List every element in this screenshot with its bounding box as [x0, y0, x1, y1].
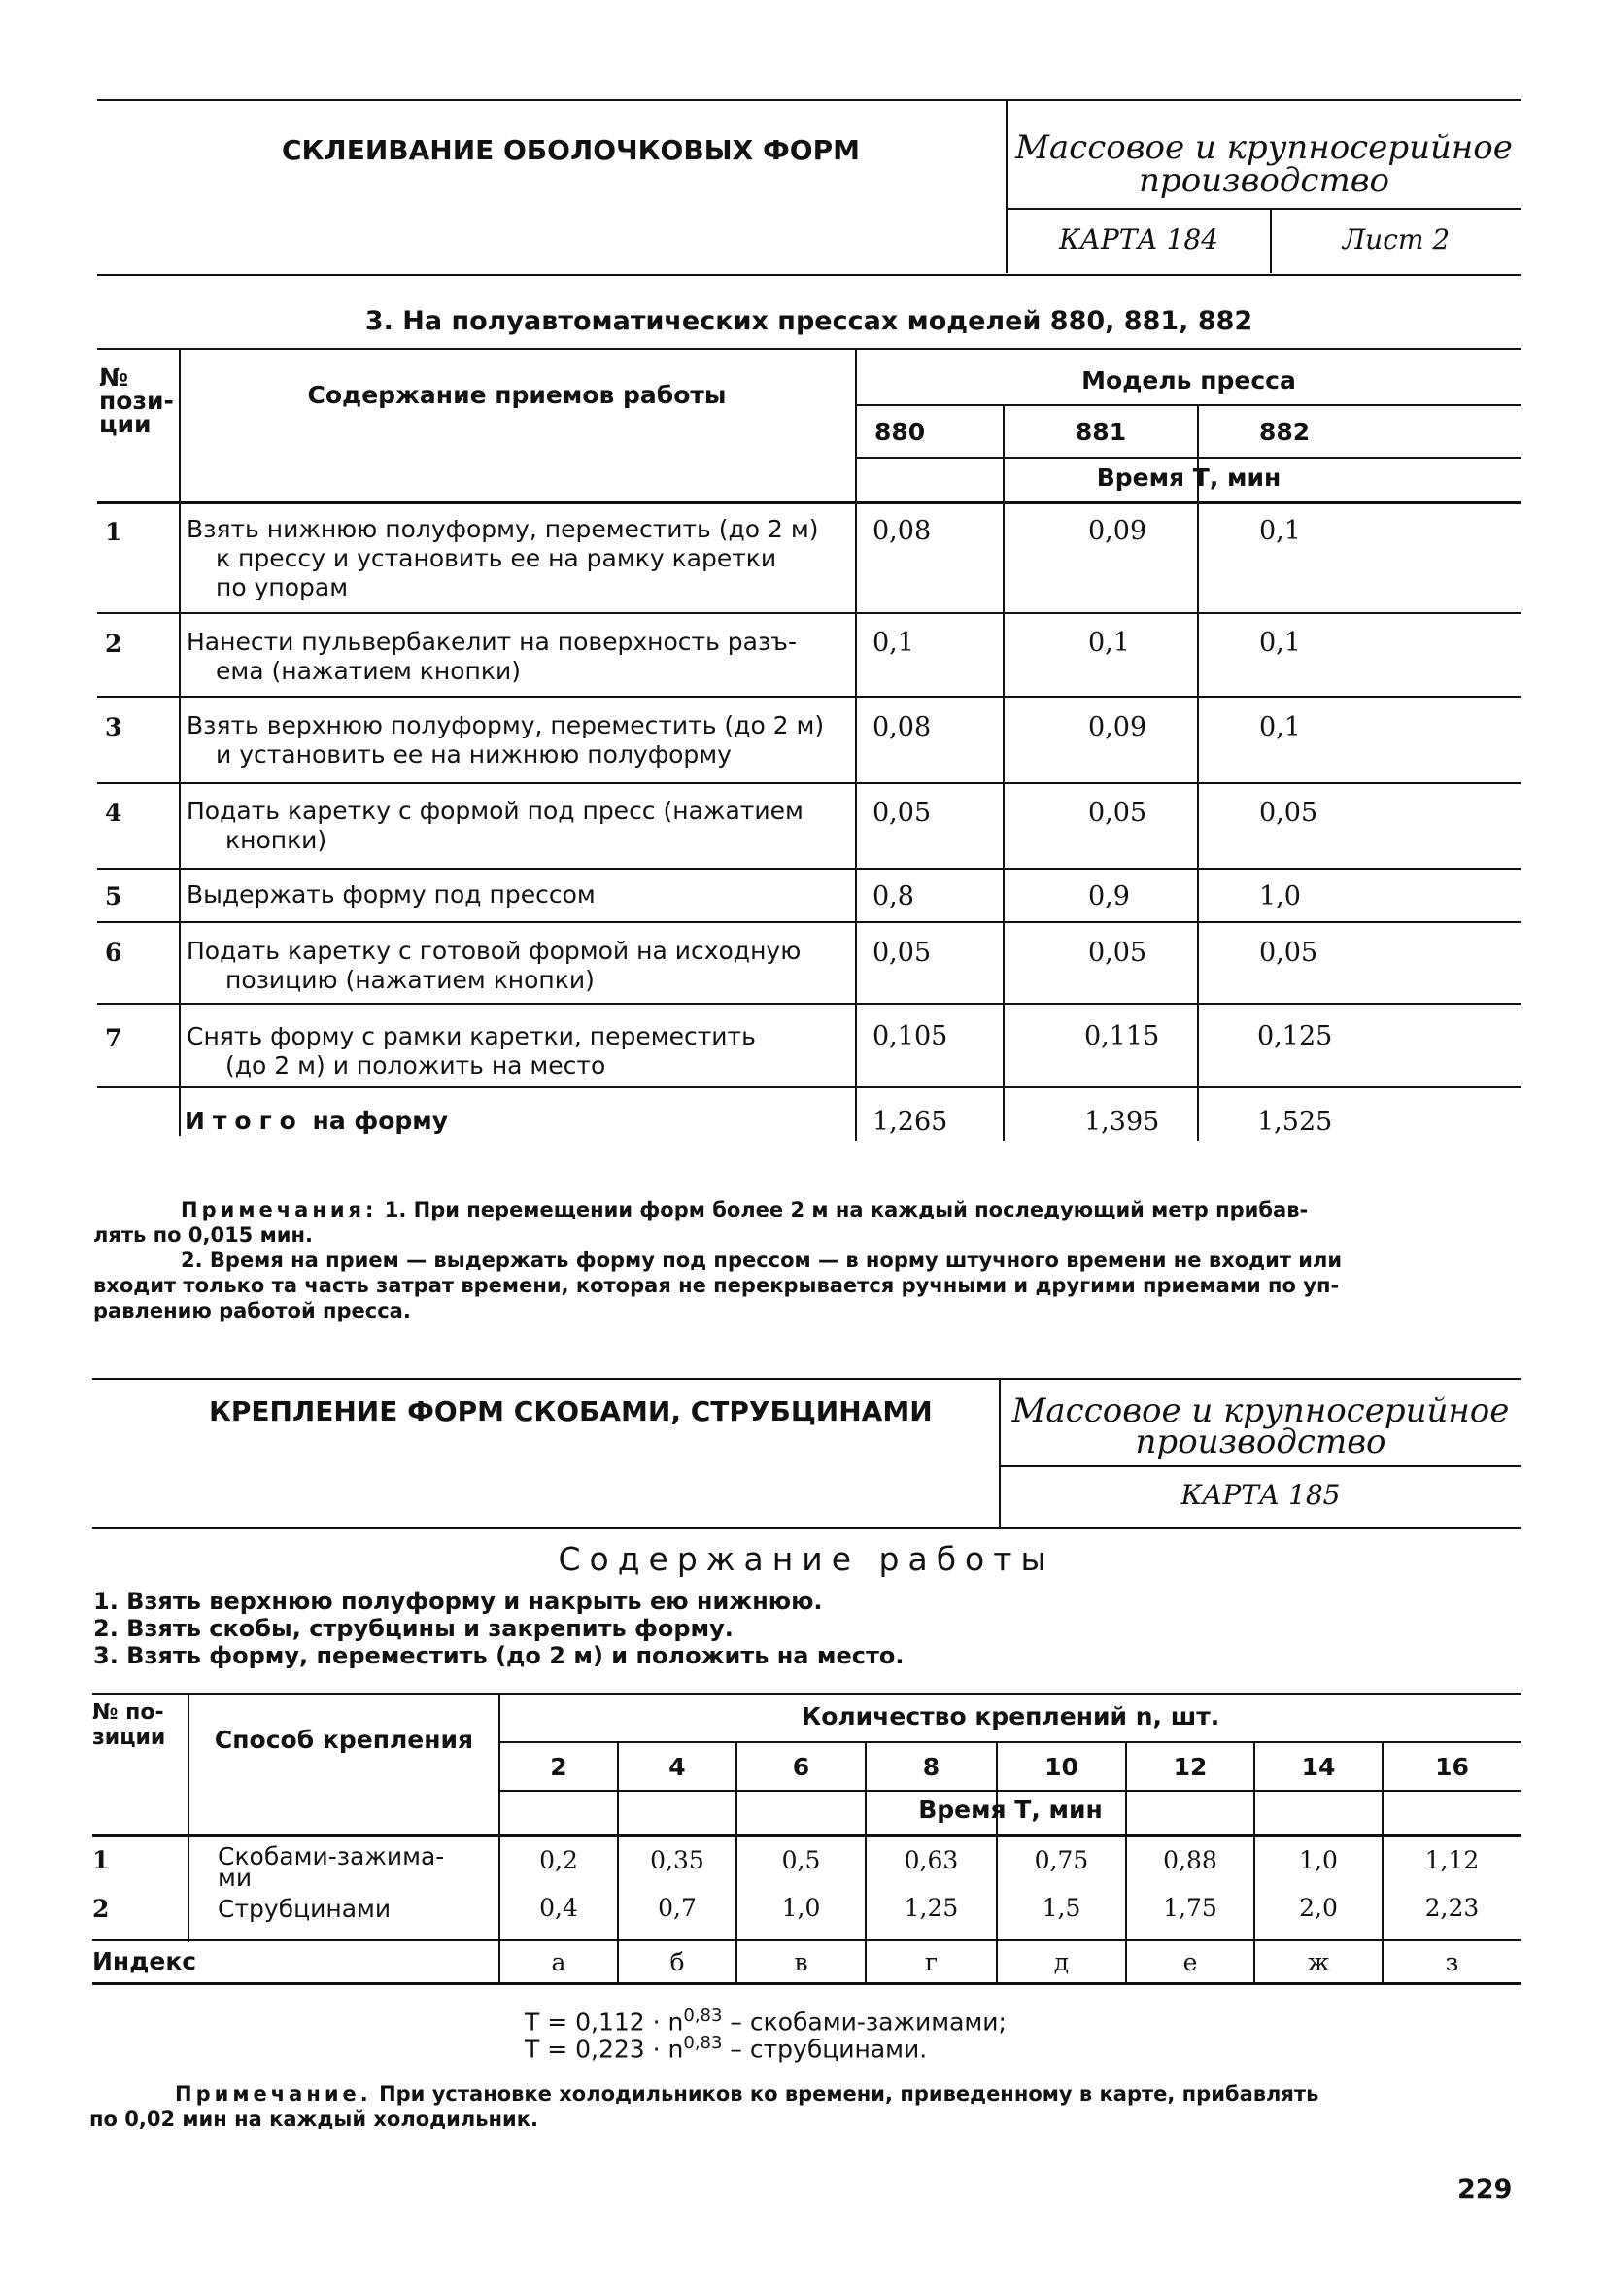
card184-sheet: Лист 2 — [1342, 223, 1451, 256]
card185-header-inner-rule — [999, 1465, 1521, 1467]
table1-col-divider-4 — [1197, 503, 1199, 1141]
table2-row1-n12: 0,88 — [1163, 1846, 1217, 1874]
formula-1 — [525, 2005, 1007, 2037]
table2-count-10: 10 — [1044, 1753, 1078, 1781]
card185-header-bottom-rule — [92, 1527, 1521, 1529]
table1-row3-rule — [97, 782, 1521, 784]
table1-row7-content — [187, 1022, 857, 1080]
table1-row3-v882: 0,1 — [1259, 712, 1301, 742]
header-inner-rule — [1006, 208, 1521, 210]
table2-count-14: 14 — [1301, 1753, 1336, 1781]
table2-index-label: Индекс — [92, 1947, 197, 1975]
table2-row2-rule — [92, 1939, 1521, 1941]
header-bottom-rule — [97, 274, 1521, 276]
table1-row7-no: 7 — [105, 1024, 122, 1052]
table1-total-label-rest: на форму — [312, 1107, 448, 1135]
table2-row2-no: 2 — [92, 1895, 110, 1923]
card185-note-b: по 0,02 мин на каждый холодильник. — [89, 2108, 538, 2131]
table1-total-label — [185, 1107, 448, 1136]
table1-row5-v881: 0,9 — [1088, 881, 1130, 911]
table1-row1-line1: Взять нижнюю полуформу, переместить (до 2 м) — [187, 515, 819, 543]
card185-content-heading: Содержание работы — [558, 1540, 1055, 1578]
table1-row4-rule — [97, 868, 1521, 870]
table1-row1-v880: 0,08 — [872, 516, 932, 546]
card184-notes — [93, 1197, 1522, 1323]
table1-row3-no: 3 — [105, 713, 122, 741]
formula-1-base: T = 0,112 · n — [525, 2007, 684, 2037]
table2-row2-n6: 1,0 — [781, 1894, 821, 1922]
table1-col-no-line1: № — [99, 363, 129, 392]
table2-row1-n8: 0,63 — [904, 1846, 959, 1874]
table1-col-content-header: Содержание приемов работы — [307, 381, 727, 409]
table1-total-881: 1,395 — [1084, 1107, 1160, 1137]
table2-count-2: 2 — [550, 1753, 567, 1781]
table1-row7-rule — [97, 1086, 1521, 1088]
card185-number: КАРТА 185 — [1180, 1479, 1341, 1511]
table1-row4-v880: 0,05 — [872, 798, 932, 828]
table1-row3-line2: и установить ее на нижнюю полуформу — [216, 740, 732, 769]
table1-col-no-header — [99, 363, 177, 438]
table1-row2-rule — [97, 696, 1521, 698]
table2-bottom-rule — [92, 1982, 1521, 1985]
table2-col-method-header: Способ крепления — [214, 1726, 474, 1754]
table2-index-d: д — [1053, 1948, 1070, 1976]
table1-row4-no: 4 — [105, 799, 122, 827]
card185-title: КРЕПЛЕНИЕ ФОРМ СКОБАМИ, СТРУБЦИНАМИ — [209, 1395, 933, 1427]
table1-row4-line2: кнопки) — [225, 826, 327, 854]
table1-row3-content — [187, 711, 857, 770]
table2-row1-n10: 0,75 — [1034, 1846, 1089, 1874]
card185-formulas — [525, 2005, 1007, 2064]
table1-col-no-line2: пози- — [99, 387, 174, 415]
table2-row1-no: 1 — [92, 1846, 110, 1874]
table1-row6-no: 6 — [105, 939, 122, 967]
notes-2a: 2. Время на прием — выдержать форму под прессом — в норму штучного времени не входит или — [181, 1249, 1343, 1272]
table1-row2-content — [187, 628, 857, 686]
card185-header-top-rule — [92, 1378, 1521, 1380]
table2-row1-n6: 0,5 — [781, 1846, 821, 1874]
table1-row4-content — [187, 797, 857, 855]
header-top-rule — [97, 99, 1521, 101]
table1-col-model-header: Модель пресса — [1081, 366, 1296, 394]
table1-row7-line2: (до 2 м) и положить на место — [225, 1051, 606, 1079]
table1-row5-content — [187, 880, 857, 909]
table1-model-882: 882 — [1259, 418, 1311, 446]
table2-count-8: 8 — [922, 1753, 940, 1781]
card185-production-line2: производство — [1135, 1422, 1386, 1461]
formula-2-exp: 0,83 — [683, 2033, 723, 2054]
table1-row1-v882: 0,1 — [1259, 516, 1301, 546]
table2-col-count-header: Количество креплений n, шт. — [801, 1702, 1220, 1731]
table2-row1-method-line1: Скобами-зажима- — [218, 1842, 445, 1870]
table1-total-882: 1,525 — [1257, 1107, 1333, 1137]
table2-row2-n10: 1,5 — [1042, 1894, 1081, 1922]
table1-row3-line1: Взять верхнюю полуформу, переместить (до 2 м) — [187, 711, 825, 739]
table2-row1-n2: 0,2 — [539, 1846, 578, 1874]
table1-top-rule — [97, 348, 1521, 350]
table1-row6-line1: Подать каретку с готовой формой на исходную — [187, 937, 802, 965]
table1-row5-rule — [97, 921, 1521, 923]
card184-section-title: 3. На полуавтоматических прессах моделей 880, 881, 882 — [364, 306, 1253, 336]
card185-step-1: 1. Взять верхнюю полуформу и накрыть ею нижнюю. — [93, 1588, 823, 1615]
formula-2 — [525, 2033, 1007, 2064]
table2-index-z: з — [1445, 1948, 1459, 1976]
table1-row2-no: 2 — [105, 630, 122, 658]
card184-production-line1: Массовое и крупносерийное — [1015, 128, 1513, 167]
formula-1-tail: – скобами-зажимами; — [722, 2007, 1007, 2037]
formula-2-tail: – струбцинами. — [722, 2035, 928, 2064]
card184-production-line2: производство — [1139, 161, 1389, 200]
table1-row1-no: 1 — [105, 518, 122, 546]
table1-header-bottom-rule — [97, 501, 1521, 504]
notes-1b: лять по 0,015 мин. — [93, 1223, 313, 1247]
table2-time-label: Время Т, мин — [918, 1796, 1103, 1824]
table1-row7-v882: 0,125 — [1257, 1021, 1333, 1051]
table1-row6-content — [187, 937, 857, 995]
table1-col-divider-1 — [179, 349, 181, 1136]
table1-row2-v882: 0,1 — [1259, 628, 1301, 658]
table1-row5-v880: 0,8 — [872, 881, 914, 911]
table1-row6-rule — [97, 1003, 1521, 1005]
table1-row2-v880: 0,1 — [872, 628, 914, 658]
table1-row1-rule — [97, 612, 1521, 614]
table2-row1-n16: 1,12 — [1424, 1846, 1480, 1874]
card185-production-line1: Массовое и крупносерийное — [1011, 1391, 1510, 1430]
table2-index-e: е — [1182, 1948, 1198, 1976]
card184-title: СКЛЕИВАНИЕ ОБОЛОЧКОВЫХ ФОРМ — [282, 134, 860, 166]
notes-2b: входит только та часть затрат времени, которая не перекрывается ручными и другими приемами по уп- — [93, 1274, 1340, 1297]
table2-row2-n16: 2,23 — [1424, 1894, 1480, 1922]
table1-row3-v881: 0,09 — [1088, 712, 1147, 742]
table2-count-12: 12 — [1173, 1753, 1208, 1781]
formula-2-base: T = 0,223 · n — [525, 2035, 684, 2064]
table1-row7-line1: Снять форму с рамки каретки, переместить — [187, 1022, 756, 1050]
table1-model-880: 880 — [874, 418, 926, 446]
table2-row2-n4: 0,7 — [658, 1894, 697, 1922]
table1-row1-v881: 0,09 — [1088, 516, 1147, 546]
table2-index-a: а — [551, 1948, 566, 1976]
table1-row7-v880: 0,105 — [872, 1021, 948, 1051]
notes-1a: 1. При перемещении форм более 2 м на каждый последующий метр прибав- — [384, 1198, 1309, 1221]
table2-counts-rule — [498, 1790, 1521, 1792]
table2-count-16: 16 — [1435, 1753, 1469, 1781]
table2-header-bottom-rule — [92, 1834, 1521, 1837]
table1-row5-v882: 1,0 — [1259, 881, 1301, 911]
table2-row1-n14: 1,0 — [1299, 1846, 1338, 1874]
formula-1-exp: 0,83 — [683, 2005, 723, 2026]
table1-row6-v882: 0,05 — [1259, 938, 1318, 968]
table1-total-label-spaced: Итого — [185, 1107, 304, 1135]
table2-col-no-line1: № по- — [92, 1700, 164, 1725]
table2-index-zh: ж — [1307, 1948, 1330, 1976]
table1-total-880: 1,265 — [872, 1107, 948, 1137]
table1-row4-line1: Подать каретку с формой под пресс (нажатием — [187, 797, 804, 825]
table1-col-divider-3 — [1003, 503, 1005, 1141]
card185-note — [89, 2081, 1518, 2132]
card185-steps — [93, 1588, 905, 1669]
table1-row1-line3: по упорам — [216, 573, 349, 601]
table2-index-g: г — [924, 1948, 939, 1976]
table1-row6-line2: позицию (нажатием кнопки) — [225, 966, 595, 994]
table2-index-v: в — [794, 1948, 808, 1976]
table2-count-6: 6 — [792, 1753, 810, 1781]
table1-time-label: Время Т, мин — [1096, 463, 1282, 492]
table2-top-rule — [92, 1693, 1521, 1695]
table2-row2-n12: 1,75 — [1163, 1894, 1217, 1922]
table1-row5-no: 5 — [105, 882, 122, 910]
card185-step-3: 3. Взять форму, переместить (до 2 м) и положить на место. — [93, 1642, 905, 1669]
table2-row2-n8: 1,25 — [904, 1894, 959, 1922]
card185-note-label: Примечание. — [175, 2082, 372, 2106]
page-number: 229 — [1457, 2175, 1513, 2205]
table2-row2-n14: 2,0 — [1299, 1894, 1338, 1922]
card185-step-2: 2. Взять скобы, струбцины и закрепить форму. — [93, 1615, 734, 1642]
table1-row4-v882: 0,05 — [1259, 798, 1318, 828]
table2-row2-n2: 0,4 — [539, 1894, 578, 1922]
table1-row6-v881: 0,05 — [1088, 938, 1147, 968]
table1-row2-v881: 0,1 — [1088, 628, 1130, 658]
table1-row2-line2: ема (нажатием кнопки) — [216, 657, 521, 685]
table1-row1-line2: к прессу и установить ее на рамку каретки — [216, 544, 777, 572]
table1-model-881: 881 — [1075, 418, 1127, 446]
table2-col-no-line2: зиции — [92, 1726, 166, 1750]
table2-row1-method — [218, 1842, 445, 1892]
table2-row1-n4: 0,35 — [650, 1846, 704, 1874]
table1-row3-v880: 0,08 — [872, 712, 932, 742]
table1-row5-line1: Выдержать форму под прессом — [187, 880, 596, 908]
card185-note-a: При установке холодильников ко времени, приведенному в карте, прибавлять — [371, 2082, 1319, 2106]
table1-model-rule — [855, 404, 1521, 406]
table1-models-rule — [855, 457, 1521, 459]
table2-row2-method: Струбцинами — [218, 1895, 392, 1923]
table2-row1-method-line2: ми — [218, 1864, 253, 1892]
table1-row7-v881: 0,115 — [1084, 1021, 1160, 1051]
notes-2c: равлению работой пресса. — [93, 1299, 411, 1322]
table1-row4-v881: 0,05 — [1088, 798, 1147, 828]
card184-number: КАРТА 184 — [1059, 223, 1218, 256]
table1-row1-content — [187, 515, 857, 602]
table1-row2-line1: Нанести пульвербакелит на поверхность разъ- — [187, 628, 797, 656]
table1-row6-v880: 0,05 — [872, 938, 932, 968]
table2-col-no-header — [92, 1700, 186, 1751]
table2-count-4: 4 — [668, 1753, 686, 1781]
table2-count-rule — [498, 1741, 1521, 1743]
table2-index-b: б — [669, 1948, 685, 1976]
table1-col-no-line3: ции — [99, 410, 152, 438]
notes-label: Примечания: — [181, 1198, 378, 1221]
